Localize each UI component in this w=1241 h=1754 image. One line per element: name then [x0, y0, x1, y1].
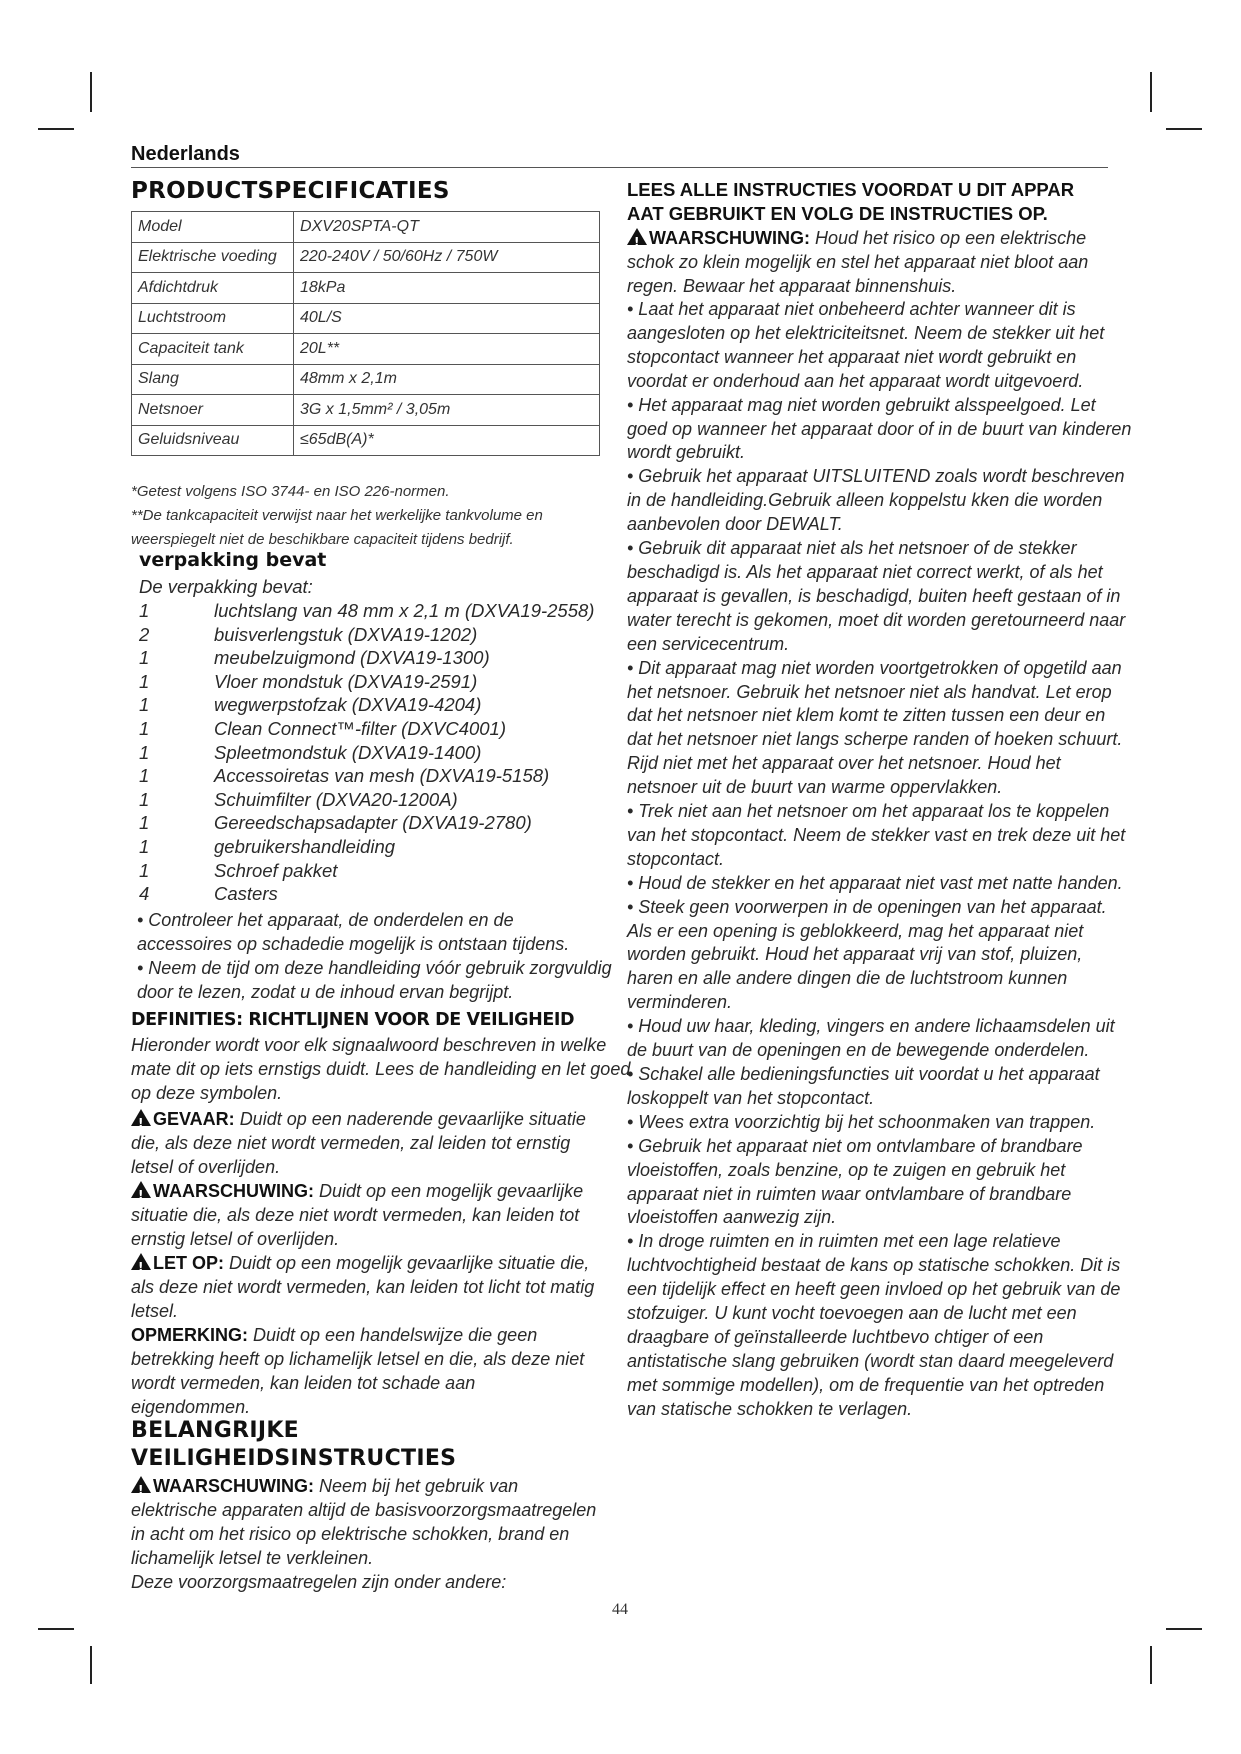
package-item-name: Casters [214, 883, 278, 905]
right-warning-label: WAARSCHUWING: [649, 228, 810, 248]
spec-label: Luchtstroom [132, 303, 294, 334]
safety-bullet: • Trek niet aan het netsnoer om het apparaat los te koppelen van het stopcontact. Neem de stekker vast en trek deze uit het stopcontact. [627, 801, 1126, 869]
crop-mark-br-v [1150, 1646, 1152, 1684]
warning-triangle-icon [131, 1476, 151, 1493]
package-item-qty: 1 [139, 600, 150, 621]
package-item-name: meubelzuigmond (DXVA19-1300) [214, 647, 490, 669]
important-warning [131, 1474, 606, 1570]
package-item-qty: 1 [139, 694, 150, 716]
safety-bullet: • Laat het apparaat niet onbeheerd achter wanneer dit is aangesloten op het elektriciteitsnet. Neem de stekker uit het stopcontact wanneer het apparaat niet wordt gebruikt en voordat er onderhoud aan het apparaat wordt uitgevoerd. [627, 299, 1105, 391]
danger-text: Duidt op een naderende gevaarlijke situatie die, als deze niet wordt vermeden, zal leiden tot ernstig letsel of overlijden. [131, 1109, 586, 1177]
safety-bullet: • Gebruik dit apparaat niet als het netsnoer of de stekker beschadigd is. Als het apparaat niet correct werkt, of als het apparaat is gevallen, is beschadigd, buiten heeft gestaan of in water terecht is gekomen, moet dit worden geretourneerd naar een servicecentrum. [627, 538, 1126, 654]
important-title-line-1: BELANGRIJKE [131, 1418, 299, 1443]
specs-notes [131, 480, 606, 552]
warning-triangle-icon [131, 1109, 151, 1126]
language-header: Nederlands [131, 143, 240, 165]
important-closing: Deze voorzorgsmaatregelen zijn onder andere: [131, 1572, 507, 1592]
package-item-name: luchtslang van 48 mm x 2,1 m (DXVA19-2558) [214, 600, 595, 621]
notice-label: OPMERKING: [131, 1325, 248, 1345]
spec-row [132, 303, 600, 334]
package-item-name: Vloer mondstuk (DXVA19-2591) [214, 670, 478, 692]
package-item [139, 717, 506, 741]
page-number: 44 [612, 1601, 628, 1618]
warning-label: WAARSCHUWING: [153, 1181, 314, 1201]
package-item [139, 859, 337, 883]
package-item [139, 882, 278, 906]
spec-note-1: *Getest volgens ISO 3744- en ISO 226-normen. [131, 483, 450, 500]
package-item-name: Gereedschapsadapter (DXVA19-2780) [214, 812, 532, 834]
safety-bullet: • Houd de stekker en het apparaat niet vast met natte handen. [627, 872, 1123, 893]
notice-text: Duidt op een handelswijze die geen betrekking heeft op lichamelijk letsel en die, als deze niet wordt vermeden, kan leiden tot schade aan eigendommen. [131, 1325, 585, 1417]
spec-label: Netsnoer [132, 395, 294, 426]
spec-value: ≤65dB(A)* [294, 425, 600, 456]
warning-triangle-icon [131, 1253, 151, 1270]
caution-text: Duidt op een mogelijk gevaarlijke situatie die, als deze niet wordt vermeden, kan leiden tot licht tot matig letsel. [131, 1253, 595, 1321]
safety-bullet: • Schakel alle bedieningsfuncties uit voordat u het apparaat loskoppelt van het stopcontact. [627, 1064, 1100, 1108]
specs-title: PRODUCTSPECIFICATIES [131, 178, 450, 204]
spec-row [132, 212, 600, 243]
safety-bullet: • Het apparaat mag niet worden gebruikt alsspeelgoed. Let goed op wanneer het apparaat door of in de buurt van kinderen wordt gebruikt. [627, 394, 1132, 463]
package-item-qty: 1 [139, 812, 150, 834]
crop-mark-tl-h [38, 128, 74, 130]
definitions-intro: Hieronder wordt voor elk signaalwoord beschreven in welke mate dit op iets ernstigs duidt. Lees de handleiding en let goed op deze symbolen. [131, 1035, 631, 1103]
package-item-qty: 1 [139, 788, 150, 810]
spec-label: Elektrische voeding [132, 242, 294, 273]
important-warning-text: Neem bij het gebruik van elektrische apparaten altijd de basisvoorzorgsmaatregelen in acht om het risico op elektrische schokken, brand en lichamelijk letsel te verkleinen. [131, 1476, 597, 1568]
notice-paragraph [131, 1323, 596, 1419]
package-item-qty: 2 [139, 623, 150, 645]
package-item-name: gebruikershandleiding [214, 836, 396, 857]
spec-row [132, 395, 600, 426]
package-item [139, 811, 532, 835]
package-intro: De verpakking bevat: [139, 576, 313, 597]
definitions-title: DEFINITIES: RICHTLIJNEN VOOR DE VEILIGHEID [131, 1010, 575, 1030]
warning-triangle-icon [131, 1181, 151, 1198]
warning-triangle-icon [627, 228, 647, 245]
important-warning-label: WAARSCHUWING: [153, 1476, 314, 1496]
spec-row [132, 242, 600, 273]
crop-mark-tr-v [1150, 72, 1152, 112]
danger-paragraph [131, 1107, 596, 1179]
package-item-name: wegwerpstofzak (DXVA19-4204) [214, 694, 482, 716]
spec-label: Capaciteit tank [132, 334, 294, 365]
package-bullet-2: • Neem de tijd om deze handleiding vóór gebruik zorgvuldig door te lezen, zodat u de inhoud ervan begrijpt. [137, 958, 612, 1002]
package-item-name: buisverlengstuk (DXVA19-1202) [214, 623, 478, 645]
crop-mark-tl-v [90, 72, 92, 112]
header-rule [131, 167, 1108, 168]
spec-label: Geluidsniveau [132, 425, 294, 456]
crop-mark-bl-h [38, 1628, 74, 1630]
right-warning [627, 226, 1132, 298]
package-item-qty: 1 [139, 647, 150, 669]
spec-value: 20L** [294, 334, 600, 365]
warning-text: Duidt op een mogelijk gevaarlijke situatie die, als deze niet wordt vermeden, kan leiden tot ernstig letsel of overlijden. [131, 1181, 584, 1249]
crop-mark-tr-h [1166, 128, 1202, 130]
package-item-name: Clean Connect™-filter (DXVC4001) [214, 718, 507, 739]
spec-row [132, 334, 600, 365]
package-item-qty: 1 [139, 718, 150, 739]
spec-row [132, 364, 600, 395]
package-item-qty: 1 [139, 670, 150, 692]
caution-label: LET OP: [153, 1253, 224, 1273]
package-item-qty: 4 [139, 883, 150, 905]
warning-paragraph [131, 1179, 596, 1251]
safety-bullet: • Gebruik het apparaat UITSLUITEND zoals wordt beschreven in de handleiding.Gebruik alleen koppelstu kken die worden aanbevolen door DEWALT. [627, 466, 1125, 535]
danger-label: GEVAAR: [153, 1109, 235, 1129]
package-item-qty: 1 [139, 836, 150, 857]
package-item [139, 764, 549, 788]
package-item [139, 599, 594, 623]
package-item [139, 788, 458, 812]
package-item-name: Schroef pakket [214, 859, 338, 881]
package-item [139, 835, 395, 859]
spec-label: Slang [132, 364, 294, 395]
spec-label: Model [132, 212, 294, 243]
crop-mark-bl-v [90, 1646, 92, 1684]
package-item-name: Accessoiretas van mesh (DXVA19-5158) [214, 765, 550, 787]
safety-bullet: • Dit apparaat mag niet worden voortgetrokken of opgetild aan het netsnoer. Gebruik het netsnoer niet als handvat. Let erop dat het netsnoer niet klem komt te zitten tussen een deur en dat het netsnoer niet langs scherpe randen of hoeken schuurt. Rijd niet met het apparaat over het netsnoer. Houd het netsnoer uit de buurt van warme oppervlakken. [627, 657, 1123, 798]
right-title: LEES ALLE INSTRUCTIES VOORDAT U DIT APPAR AAT GEBRUIKT EN VOLG DE INSTRUCTIES OP. [627, 179, 1075, 224]
spec-value: DXV20SPTA-QT [294, 212, 600, 243]
package-title: verpakking bevat [139, 549, 327, 571]
package-item [139, 646, 490, 670]
spec-row [132, 425, 600, 456]
spec-label: Afdichtdruk [132, 273, 294, 304]
safety-bullet: • Gebruik het apparaat niet om ontvlambare of brandbare vloeistoffen, zoals benzine, op te zuigen en gebruik het apparaat niet in ruimten waar ontvlambare of brandbare vloeistoffen aanwezig zijn. [627, 1135, 1083, 1228]
right-bullet-list [627, 298, 1132, 1422]
package-item [139, 670, 477, 694]
spec-value: 40L/S [294, 303, 600, 334]
package-item-qty: 1 [139, 859, 150, 881]
safety-bullet: • Steek geen voorwerpen in de openingen van het apparaat. Als er een opening is geblokkeerd, mag het apparaat niet worden gebruikt. Houd het apparaat vrij van stof, pluizen, haren en alle andere dingen die de luchtstroom kunnen verminderen. [627, 896, 1107, 1013]
spec-row [132, 273, 600, 304]
spec-note-2: **De tankcapaciteit verwijst naar het werkelijke tankvolume en weerspiegelt niet de beschikbare capaciteit tijdens bedrijf. [131, 507, 543, 548]
spec-value: 48mm x 2,1m [294, 364, 600, 395]
crop-mark-br-h [1166, 1628, 1202, 1630]
safety-bullet: • Houd uw haar, kleding, vingers en andere lichaamsdelen uit de buurt van de openingen en de bewegende onderdelen. [627, 1016, 1115, 1061]
safety-bullet: • Wees extra voorzichtig bij het schoonmaken van trappen. [627, 1111, 1096, 1132]
spec-value: 18kPa [294, 273, 600, 304]
important-title-line-2: VEILIGHEIDSINSTRUCTIES [131, 1446, 457, 1471]
safety-bullet: • In droge ruimten en in ruimten met een lage relatieve luchtvochtigheid bestaat de kans op statische schokken. Dit is een tijdelijk effect en heeft geen invloed op het gebruik van de stofzuiger. U kunt vocht toevoegen aan de lucht met een draagbare of geïnstalleerde luchtbevo chtiger of een antistatische slang gebruiken (wordt stan daard meegeleverd met sommige modellen), om de frequentie van het optreden van statische schokken te verlagen. [627, 1231, 1121, 1419]
spec-value: 220-240V / 50/60Hz / 750W [294, 242, 600, 273]
caution-paragraph [131, 1251, 596, 1323]
package-item-qty: 1 [139, 741, 150, 763]
package-item [139, 693, 481, 717]
specs-table [131, 211, 600, 456]
package-item [139, 741, 481, 765]
package-item-qty: 1 [139, 765, 150, 787]
package-item-name: Spleetmondstuk (DXVA19-1400) [214, 741, 482, 763]
spec-value: 3G x 1,5mm² / 3,05m [294, 395, 600, 426]
package-item-name: Schuimfilter (DXVA20-1200A) [214, 788, 458, 810]
package-item [139, 623, 477, 647]
right-warning-text: Houd het risico op een elektrische schok zo klein mogelijk en stel het apparaat niet bloot aan regen. Bewaar het apparaat binnenshuis. [627, 228, 1089, 296]
package-bullet-1: • Controleer het apparaat, de onderdelen en de accessoires op schadedie mogelijk is ontstaan tijdens. [137, 910, 570, 954]
